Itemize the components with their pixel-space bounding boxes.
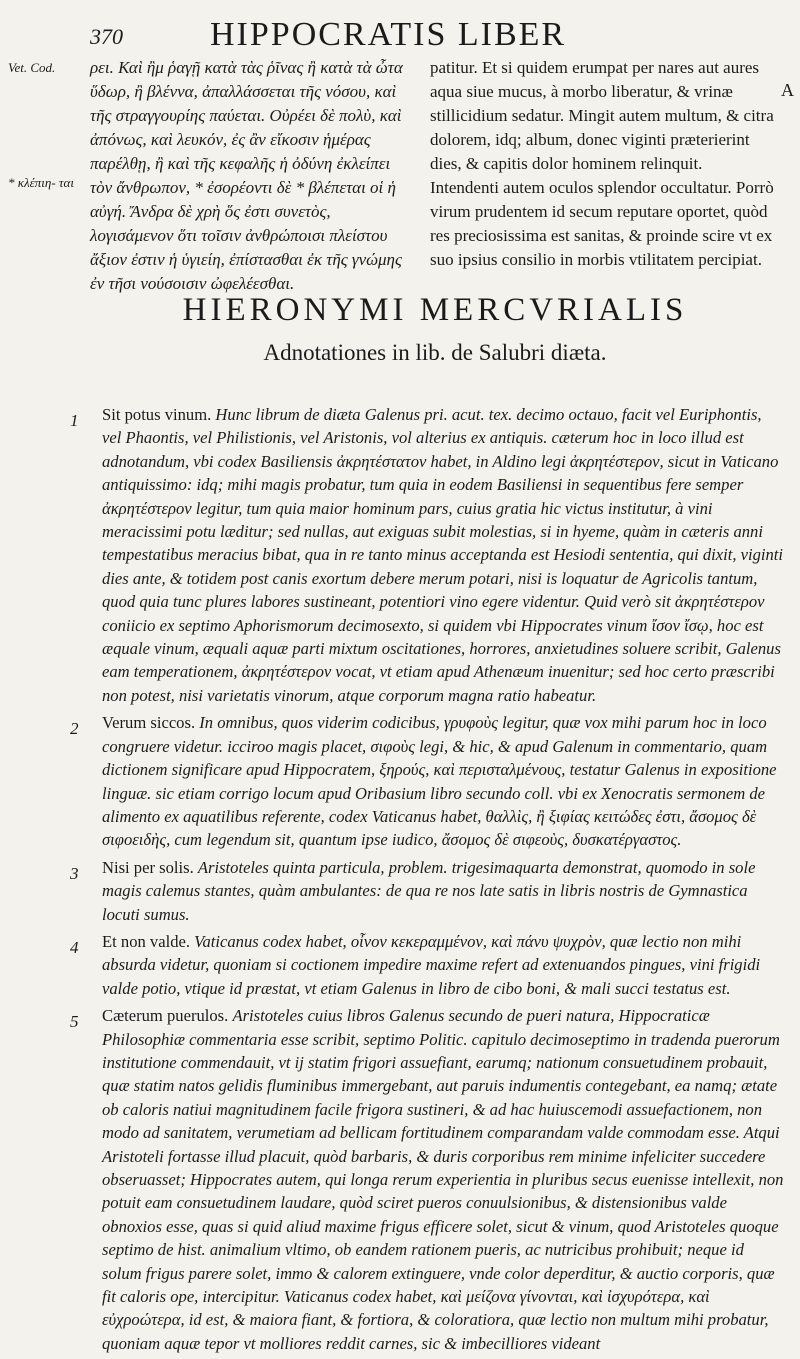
annotations-list — [70, 395, 785, 1359]
annotation-lemma: Cæterum puerulos. — [102, 1006, 233, 1026]
annotation-lemma: Verum siccos. — [102, 713, 200, 733]
annotation-number: 3 — [70, 863, 79, 883]
annotation-lemma: Et non valde. — [102, 931, 195, 951]
running-title: HIPPOCRATIS LIBER — [210, 16, 567, 53]
annotation-text: Aristoteles quinta particula, problem. trigesimaquarta demonstrat, quomodo in sole magis calemus stantes, quàm ambulantes: de qua re nos late satis in libris nostris de Gymnastica locuti sumus. — [102, 857, 756, 924]
page-header — [90, 14, 770, 54]
margin-note-klepin: * κλέπιη- ται — [8, 175, 74, 190]
annotation-text: Hunc librum de diæta Galenus pri. acut. tex. decimo octauo, facit vel Euriphontis, vel Phaontis, vel Philistionis, vel Aristonis, vol alterius ex antiquis. cæterum hoc in loco illud est adnotandum, vbi codex Basiliensis ἀκρητέστατον habet, in Aldino legi ἀκρητέστερον, sicut in Vaticano antiquissimo: idq; mihi magis probatur, tum quia in eodem Basiliensi in sequentibus fere semper ἀκρητέστερον legitur, tum quia maior hominum pars, cuius gratia hic victus institutur, à vini meracissimi potu læditur; sed nullas, aut exiguas subit molestias, si in hyeme, quàm in cæteris anni tempestatibus meracius bibat, qua in re tanto minus acceptanda est Hesiodi sententia, qui dixit, viginti dies ante, & totidem post canis exortum debere merum potari, nisi is loquatur de Agricolis tantum, quod quia tunc plures labores sustineant, potentiori vino egere videntur. Quid verò sit ἀκρητέστερον coniicio ex septimo Aphorismorum decimosexto, si quidem vbi Hippocrates vinum ἴσον ἴσῳ, hoc est æquale vinum, æquali aquæ parti mixtum oscitationes, horrores, anxietudines soluere scribit, Galenus eam temperationem, ἀκρητέστερον vocat, vt etiam apud Athenæum inuenitur; sed hoc certo præscribi non potest, nisi varietatis vinorum, atque corporum magna ratio habeatur. — [102, 405, 784, 705]
latin-text: patitur. Et si quidem erumpat per nares aut aures aqua siue mucus, à morbo liberatur, & vrinæ stillicidium sedatur. Mingit autem multum, & citra dolorem, idq; album, donec viginti præterierint dies, & capitis dolor hominem relinquit. Intendenti autem oculos splendor occultatur. Porrò virum prudentem id secum reputare oportet, quòd res preciosissima est sanitas, & proinde scire vt ex suo ipsius consilio in morbis vtilitatem percipiat. — [430, 58, 774, 269]
annotation-number: 1 — [70, 411, 79, 430]
annotation-number: 2 — [70, 719, 79, 739]
annotation-number: 4 — [70, 937, 79, 957]
latin-column — [430, 56, 775, 272]
page-number: 370 — [90, 24, 123, 49]
annotation — [70, 403, 785, 707]
annotation-text: Vaticanus codex habet, οἶνον κεκεραμμένον, καὶ πάνυ ψυχρὸν, quæ lectio non mihi absurda videtur, quoniam si coctionem impedire maxime refert ad extenuandos pingues, vini frigidi valde potio, vtique id præstat, vt etiam Galenus in libro de cibo boni, & mali succi testatus est. — [102, 931, 761, 998]
annotation-text: Aristoteles cuius libros Galenus secundo de pueri natura, Hippocraticæ Philosophiæ commentaria esse scribit, septimo Politic. capitulo decimoseptimo in tradenda puerorum institutione commendauit, vt ij statim frigori assuefiant, earumq; nationum consuetudinem probauit, quæ statim natos gelidis fluminibus immergebant, aut paruis indumentis contegebant, ea namq; ætate ob caloris natiui magnitudinem facile frigora sustineri, & ad hac huiuscemodi assuefactionem, non modo ad sanitatem, verumetiam ad bellicam fortitudinem comparandam valde commodam esse. Atqui Aristoteli fortasse illud placuit, quòd barbaris, & duris corporibus rem minime infeliciter succedere obseruasset; Hippocrates autem, qui longa rerum experientia in pluribus secus euenisse intellexit, non potuit eam consuetudinem laudare, quòd sciret pueros conuulsionibus, & distensionibus valde obnoxios esse, quas si quid aliud maxime frigus efficere solet, sicut & vinum, quod Aristoteles quoque septimo de hist. animalium vltimo, ob eandem rationem pueris, ac nutricibus prohibuit; neque id solum frigus parere solet, immo & calorem extinguere, vnde color deperditur, & auctio corporis, quæ fit caloris ope, intercipitur. Vaticanus codex habet, καὶ μείζονα γίνονται, καὶ ἰσχυρότερα, καὶ εὐχροώτερα, id est, & maiora fiant, & fortiora, & coloratiora, quæ lectio non multum mihi probatur, quoniam aquæ tepor vt molliores reddit carnes, sic & imbecilliores videant — [102, 1006, 784, 1353]
greek-text: ρει. Καὶ ἢμ ῥαγῇ κατὰ τὰς ῥῖνας ἢ κατὰ τὰ ὦτα ὕδωρ, ἢ βλέννα, ἀπαλλάσσεται τῆς νόσου, καὶ τῆς στραγγουρίης παύεται. Οὐρέει δὲ πολὺ, καὶ ἀπόνως, καὶ λευκόν, ἐς ἂν εἴκοσιν ἡμέρας παρέλθῃ, ἢ καὶ τῆς κεφαλῆς ἡ ὀδύνη ἐκλείπει τὸν ἄνθρωπον, * ἐσορέοντι δὲ * βλέπεται οἱ ἡ αὐγή. Ἄνδρα δὲ χρὴ ὅς ἐστι συνετὸς, λογισάμενον ὅτι τοῖσιν ἀνθρώποισι πλείστου ἄξιον ἐστιν ἡ ὑγιείη, ἐπίστασθαι ἐκ τῆς γνώμης ἐν τῆσι νούσοισιν ὠφελέεσθαι. — [90, 58, 403, 293]
annotation — [70, 1004, 785, 1355]
margin-note-vet-cod: Vet. Cod. — [8, 60, 56, 75]
annotation — [70, 930, 785, 1000]
greek-column — [90, 56, 415, 296]
section-subtitle: Adnotationes in lib. de Salubri diæta. — [263, 340, 607, 365]
annotation-number: 5 — [70, 1012, 79, 1032]
annotation — [70, 711, 785, 851]
margin-letter-a: A — [781, 80, 794, 100]
annotation-text: In omnibus, quos viderim codicibus, γρυφοὺς legitur, quæ vox mihi parum hoc in loco congruere videtur. icciroo magis placet, σιφοὺς legi, & hic, & apud Galenum in commentario, quam dictionem significare apud Hippocratem, ξηρούς, καὶ περισταλμένους, testatur Galenus in expositione linguæ. sic etiam corrigo locum apud Oribasium libro secundo coll. vbi ex Xenocratis sermonem de alimento ex aquatilibus referente, codex Vaticanus habet, θαλλὶς, ἢ ξιφίας κειτώδες ἐστι, ἄσομος δὲ σιφοειδὴς, cum legendum sit, quantum ipse iudico, ἄσομος δὲ σιφεοὺς, δυσκατέργαστος. — [102, 713, 777, 850]
annotation-lemma: Sit potus vinum. — [102, 405, 216, 424]
annotation-lemma: Nisi per solis. — [102, 857, 198, 877]
annotation — [70, 856, 785, 926]
section-title: HIERONYMI MERCVRIALIS — [182, 292, 688, 328]
